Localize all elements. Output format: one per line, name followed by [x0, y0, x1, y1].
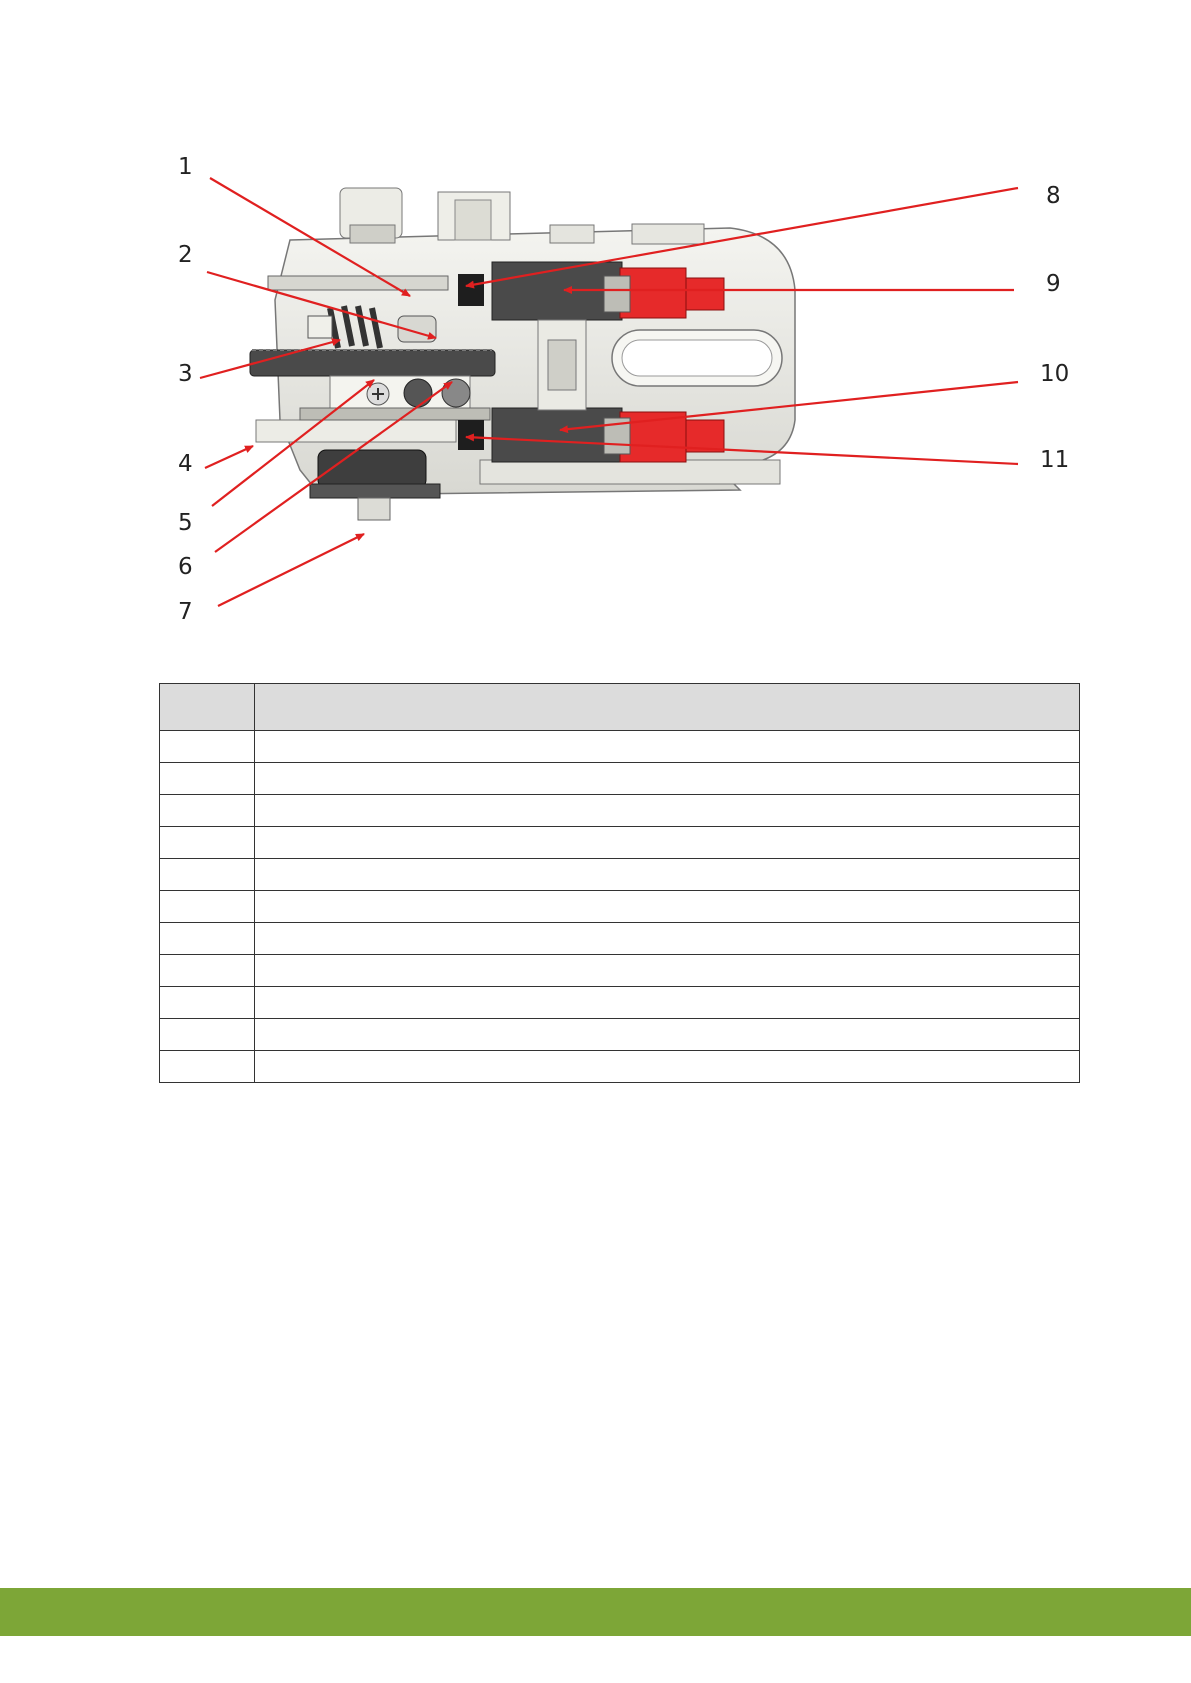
- row-description: [255, 1019, 1080, 1051]
- table-row: [160, 731, 1080, 763]
- row-number: [160, 987, 255, 1019]
- callout-4: 4: [178, 451, 193, 477]
- table-row: [160, 955, 1080, 987]
- callout-8: 8: [1046, 183, 1061, 209]
- header-description: [255, 684, 1080, 731]
- row-number: [160, 923, 255, 955]
- row-number: [160, 1019, 255, 1051]
- callout-11: 11: [1040, 447, 1070, 473]
- table-row: [160, 795, 1080, 827]
- table-row: [160, 891, 1080, 923]
- row-description: [255, 923, 1080, 955]
- adjustment-knob: [310, 450, 440, 520]
- callout-9: 9: [1046, 271, 1061, 297]
- row-number: [160, 763, 255, 795]
- row-description: [255, 891, 1080, 923]
- callout-6: 6: [178, 554, 193, 580]
- callout-1: 1: [178, 154, 193, 180]
- row-description: [255, 1051, 1080, 1083]
- arrow-7: [218, 534, 364, 606]
- row-number: [160, 891, 255, 923]
- row-number: [160, 795, 255, 827]
- row-number: [160, 731, 255, 763]
- row-description: [255, 987, 1080, 1019]
- callout-2: 2: [178, 242, 193, 268]
- row-description: [255, 955, 1080, 987]
- table-row: [160, 1051, 1080, 1083]
- callout-3: 3: [178, 361, 193, 387]
- arrow-4: [205, 446, 253, 468]
- callout-5: 5: [178, 510, 193, 536]
- table-row: [160, 987, 1080, 1019]
- callout-10: 10: [1040, 361, 1070, 387]
- table-row: [160, 1019, 1080, 1051]
- table-row: [160, 859, 1080, 891]
- callout-7: 7: [178, 599, 193, 625]
- header-number: [160, 684, 255, 731]
- row-number: [160, 955, 255, 987]
- row-number: [160, 859, 255, 891]
- row-description: [255, 763, 1080, 795]
- row-number: [160, 827, 255, 859]
- footer-bar: [0, 1588, 1191, 1636]
- row-description: [255, 731, 1080, 763]
- row-description: [255, 859, 1080, 891]
- row-number: [160, 1051, 255, 1083]
- table-row: [160, 827, 1080, 859]
- table-row: [160, 923, 1080, 955]
- parts-table: [159, 683, 1080, 1083]
- table-row: [160, 763, 1080, 795]
- exploded-mechanism-figure: [0, 0, 1191, 650]
- row-description: [255, 827, 1080, 859]
- table-header-row: [160, 684, 1080, 731]
- row-description: [255, 795, 1080, 827]
